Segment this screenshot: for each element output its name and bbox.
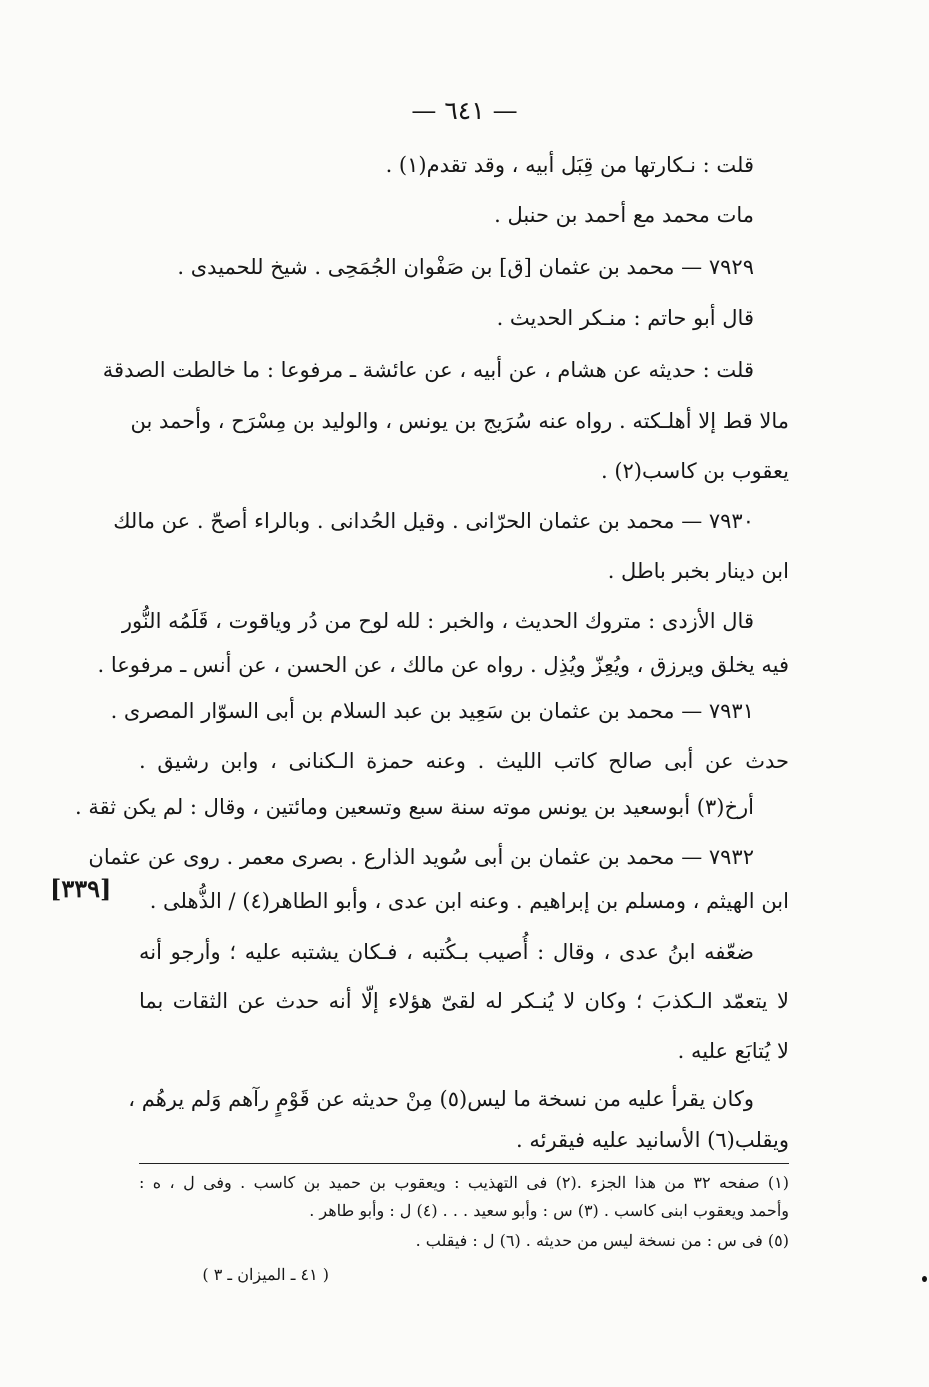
- text-line: وكان يقرأ عليه من نسخة ما ليس(٥) مِنْ حديثه عن قَوْمٍ رآهم وَلم يرهُم ،: [128, 1087, 754, 1111]
- footnote-separator: [139, 1163, 789, 1164]
- text-line: أرخ(٣) أبوسعيد بن يونس موته سنة سبع وتسعين ومائتين ، وقال : لم يكن ثقة .: [75, 795, 754, 819]
- text-line: ضعّفه ابنُ عدى ، وقال : أُصيب بـكُتبه ، فـكان يشتبه عليه ؛ وأرجو أنه: [139, 940, 754, 964]
- text-line: قال أبو حاتم : منـكر الحديث .: [496, 306, 754, 330]
- text-line: مالا قط إلا أهلـكته . رواه عنه سُرَيج بن يونس ، والوليد بن مِسْرَح ، وأحمد بن: [130, 409, 789, 433]
- footnote-line: (٥) فى س : من نسخة ليس من حديثه . (٦) ل : فيقلب .: [415, 1231, 789, 1250]
- page-number: — ٦٤١ —: [411, 96, 518, 125]
- text-line: مات محمد مع أحمد بن حنبل .: [494, 203, 754, 227]
- text-line: قلت : حديثه عن هشام ، عن أبيه ، عن عائشة ـ مرفوعا : ما خالطت الصدقة: [102, 358, 754, 382]
- footnote-line: (١) صفحه ٣٢ من هذا الجزء .(٢) فى التهذيب : ويعقوب بن حميد بن كاسب . وفى ل ، ه :: [139, 1173, 790, 1192]
- text-line: ابن دينار بخبر باطل .: [607, 559, 789, 583]
- text-line: ويقلب(٦) الأسانيد عليه فيقرئه .: [515, 1128, 789, 1152]
- text-line: لا يُتابَع عليه .: [677, 1039, 789, 1063]
- text-line: يعقوب بن كاسب(٢) .: [600, 459, 789, 483]
- entry-heading-7931: ٧٩٣١ — محمد بن عثمان بن سَعِيد بن عبد السلام بن أبى السوّار المصرى .: [110, 699, 754, 723]
- signature-mark: ( ٤١ ـ الميزان ـ ٣ ): [202, 1265, 329, 1284]
- text-line: قال الأزدى : متروك الحديث ، والخبر : لله لوح من دُر وياقوت ، قَلَمُه النُّور: [121, 609, 754, 633]
- footnote-line: وأحمد ويعقوب ابنى كاسب . (٣) س : وأبو سعيد . . . (٤) ل : وأبو طاهر .: [309, 1201, 789, 1220]
- text-line: فيه يخلق ويرزق ، ويُعِزّ ويُذِل . رواه عن مالك ، عن الحسن ، عن أنس ـ مرفوعا .: [97, 653, 789, 677]
- margin-page-reference: [٣٣٩]: [50, 874, 112, 903]
- entry-heading-7930: ٧٩٣٠ — محمد بن عثمان الحرّانى . وقيل الحُدانى . وبالراء أصحّ . عن مالك: [113, 509, 754, 533]
- entry-heading-7932: ٧٩٣٢ — محمد بن عثمان بن أبى سُويد الذارع . بصرى معمر . روى عن عثمان: [88, 845, 754, 869]
- text-line: قلت : نـكارتها من قِبَل أبيه ، وقد تقدم(١) .: [385, 153, 754, 177]
- scan-speck: [922, 1276, 927, 1282]
- text-line: ابن الهيثم ، ومسلم بن إبراهيم . وعنه ابن عدى ، وأبو الطاهر(٤) / الذُّهلى .: [149, 889, 789, 913]
- entry-heading-7929: ٧٩٢٩ — محمد بن عثمان [ق] بن صَفْوان الجُمَحِى . شيخ للحميدى .: [177, 255, 754, 279]
- text-line: لا يتعمّد الـكذبَ ؛ وكان لا يُنـكر له لقىّ هؤلاء إلّا أنه حدث عن الثقات بما: [139, 989, 789, 1013]
- text-line: حدث عن أبى صالح كاتب الليث . وعنه حمزة الـكنانى ، وابن رشيق .: [139, 749, 789, 773]
